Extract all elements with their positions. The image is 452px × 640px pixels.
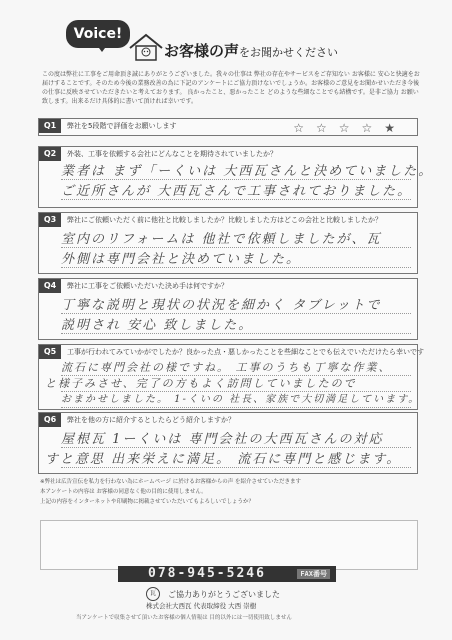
question-6 [38, 412, 418, 474]
title-suffix: をお聞かせください [239, 46, 339, 59]
answer-text: 流石に専門会社の様ですね。 工事のうちも丁寧な作業、 [61, 361, 392, 374]
answer-text: 屋根瓦 1ーくいは 専門会社の大西瓦さんの対応 [61, 432, 384, 447]
question-number: Q1 [39, 119, 61, 133]
answer-text: すと意思 出来栄えに満足。 流石に専門と感じます。 [45, 452, 402, 467]
answer-text: 業者は まず「ーくいは 大西瓦さんと決めていました。 [61, 164, 434, 179]
question-2 [38, 146, 434, 208]
note-line: 上記の内容をインターネットや印刷物に掲載させていただいてもよろしいでしょうか？ [40, 499, 255, 505]
question-text: 弊社を5段階で評価をお願いします [67, 122, 177, 130]
page-title [164, 40, 338, 61]
question-1 [38, 118, 418, 136]
house-icon [128, 32, 164, 62]
question-number: Q6 [39, 413, 61, 427]
fax-label: FAX番号 [297, 569, 330, 579]
note-line: 本アンケートの内容は お客様の同意なく他の目的に使用しません。 [40, 489, 207, 495]
company-logo-icon: 瓦 [146, 587, 160, 601]
question-number: Q3 [39, 213, 61, 227]
voice-badge-tail [96, 44, 108, 52]
question-5 [38, 344, 424, 410]
answer-text: と様子みさせ、完了の方もよく訪問していましたので [45, 377, 357, 390]
question-text: 外装、工事を依頼する会社にどんなことを期待されていましたか？ [67, 150, 277, 158]
fax-number: 078-945-5246 [148, 566, 266, 581]
question-3 [38, 212, 418, 274]
question-number: Q2 [39, 147, 61, 161]
question-text: 弊社を他の方に紹介するとしたらどう紹介しますか？ [67, 416, 235, 424]
note-line: ※弊社は広告宣伝を私力を行わない為にホームページ に於けるお客様からの声 を紹介させていただきます [40, 479, 301, 485]
question-4 [38, 278, 418, 340]
answer-text: おまかせしました。 1-くいの 社長、家族で大切満足しています。 [61, 394, 421, 405]
answer-text: ご近所さんが 大西瓦さんで工事されておりました。 [61, 184, 413, 199]
fax-bar [118, 566, 336, 582]
comment-box [40, 520, 418, 570]
answer-text: 外側は専門会社と決めていました。 [61, 252, 302, 267]
privacy-note: 当アンケートで収集させて頂いたお客様の個人情報は 目的以外には一切使用致しません [76, 615, 292, 621]
question-number: Q4 [39, 279, 61, 293]
intro-text: この度は弊社に工事をご用命頂き誠にありがとうございました。我々の仕事は 弊社の存在やサービスをご存知ない お客様に 安心と快適をお届けすることです。そのため今後の業務改善の為に下記のアンケートにご協力頂けないでしょうか。お客様のご意見をお聞かせいただき今後の仕事に反映させていただきたいと考えております。 良かったこと、悪かったこと どのような些細なことでも結構です。是非ご協力 お願い致します。出来るだけ具体的に書いて頂ければ幸いです。 [42, 71, 420, 105]
company-name: 株式会社大西瓦 代表取締役 大西 崇樹 [146, 602, 257, 610]
question-number: Q5 [39, 345, 61, 359]
answer-text: 説明され 安心 致しました。 [61, 318, 254, 333]
thanks-text: ご協力ありがとうございました [168, 590, 280, 599]
question-text: 弊社に工事をご依頼いただいた決め手は何ですか？ [67, 282, 228, 290]
rating-stars: ☆☆☆☆★ [293, 121, 407, 135]
title-main: お客様の声 [164, 42, 240, 60]
question-text: 工事が行われてみていかがでしたか？良かった点・悪しかったことを些細なことでも伝えでいただけたら幸いです [67, 348, 424, 356]
answer-text: 丁寧な説明と現状の状況を細かく タブレットで [61, 298, 382, 313]
answer-text: 室内のリフォームは 他社で依頼しましたが、瓦 [61, 232, 382, 247]
voice-badge: Voice! [66, 20, 130, 48]
question-text: 弊社にご依頼いただく前に他社と比較しましたか？比較しました方はどこの会社と比較しましたか？ [67, 216, 382, 224]
